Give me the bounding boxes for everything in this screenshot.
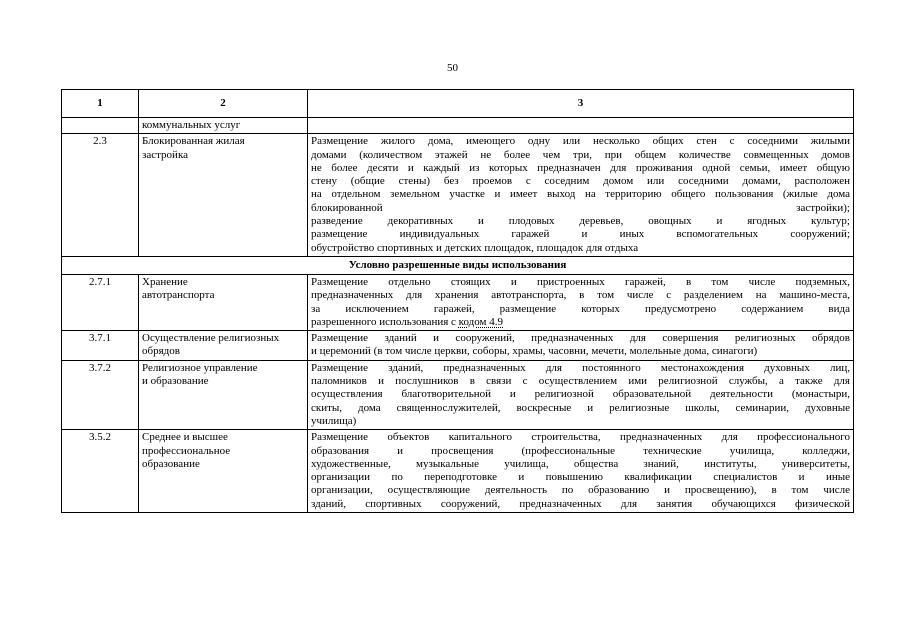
- name-line: профессиональное: [142, 444, 231, 457]
- name-cell: [139, 430, 308, 513]
- description-cell: [308, 430, 854, 513]
- description-line: и церемоний (в том числе церкви, соборы, храмы, часовни, мечети, молельные дома, синагоги): [311, 345, 758, 358]
- name-line: Блокированная жилая: [142, 135, 245, 148]
- table-row-continuation: [62, 118, 854, 134]
- code-cell: [62, 118, 139, 134]
- description-cell: [308, 274, 854, 330]
- header-cell-number: 1: [62, 90, 139, 118]
- header-cell-name: 2: [139, 90, 308, 118]
- name-line: Осуществление религиозных: [142, 332, 280, 345]
- code-link[interactable]: кодом 4.9: [458, 315, 503, 328]
- description-text: разрешенного использования с: [311, 315, 459, 328]
- description-line: скиты, дома священнослужителей, воскресные и религиозные школы, семинарии, духовные: [311, 401, 850, 414]
- description-line: предназначенных для хранения автотранспорта, в том числе с разделением на машино-места,: [311, 289, 850, 302]
- description-line: блокированной застройки);: [311, 201, 850, 214]
- code-cell: 3.5.2: [62, 430, 139, 513]
- description-line: на отдельном земельном участке и имеет выход на территорию общего пользования (жилые дома: [311, 188, 850, 201]
- code-cell: 2.3: [62, 134, 139, 257]
- section-row: [62, 256, 854, 274]
- description-cell: [308, 360, 854, 429]
- description-line: не более десяти и каждый из которых предназначен для проживания одной семьи, имеет общую: [311, 161, 850, 174]
- name-cell: [139, 331, 308, 361]
- name-line: Среднее и высшее: [142, 431, 228, 444]
- description-line: организации по переподготовке и повышению квалификации специалистов и иные: [311, 471, 850, 484]
- description-cell: [308, 134, 854, 257]
- name-line: и образование: [142, 375, 209, 388]
- name-cell: [139, 360, 308, 429]
- description-line: обустройство спортивных и детских площадок, площадок для отдыха: [311, 241, 639, 254]
- code-cell: 3.7.2: [62, 360, 139, 429]
- description-line: организации, осуществляющие деятельность по образованию и просвещению), в том числе: [311, 484, 850, 497]
- header-row: [62, 90, 854, 118]
- name-line: автотранспорта: [142, 289, 215, 302]
- description-cell: [308, 331, 854, 361]
- description-line: Размещение зданий, предназначенных для постоянного местонахождения духовных лиц,: [311, 361, 850, 374]
- description-line: паломников и послушников в связи с осуществлением ими религиозной службы, а также для: [311, 375, 850, 388]
- table-row: [62, 360, 854, 429]
- name-line: образование: [142, 457, 200, 470]
- description-line: [311, 316, 850, 329]
- table-row: [62, 274, 854, 330]
- description-line: Размещение жилого дома, имеющего одну или несколько общих стен с соседними жилыми: [311, 135, 850, 148]
- page-number: 50: [447, 62, 458, 74]
- land-use-table: [61, 89, 854, 513]
- header-cell-description: 3: [308, 90, 854, 118]
- code-cell: 3.7.1: [62, 331, 139, 361]
- table-row: [62, 331, 854, 361]
- description-line: зданий, спортивных сооружений, предназначенных для занятия обучающихся физической: [311, 497, 850, 510]
- description-line: домами (количеством этажей не более чем три, при общем количестве совмещенных домов: [311, 148, 850, 161]
- section-title: Условно разрешенные виды использования: [62, 256, 854, 274]
- description-line: Размещение зданий и сооружений, предназначенных для совершения религиозных обрядов: [311, 332, 850, 345]
- name-line: застройка: [142, 148, 188, 161]
- name-cell: [139, 274, 308, 330]
- name-line: Хранение: [142, 275, 188, 288]
- description-line: осуществления благотворительной и религиозной образовательной деятельности (монастыри,: [311, 388, 850, 401]
- name-line: Религиозное управление: [142, 361, 258, 374]
- name-cell: [139, 134, 308, 257]
- description-line: Размещение отдельно стоящих и пристроенных гаражей, в том числе подземных,: [311, 275, 850, 288]
- name-line: обрядов: [142, 345, 180, 358]
- description-line: училища): [311, 414, 357, 427]
- name-cell: коммунальных услуг: [139, 118, 308, 134]
- description-line: за исключением гаражей, размещение которых предусмотрено содержанием вида: [311, 302, 850, 315]
- description-line: размещение индивидуальных гаражей и иных вспомогательных сооружений;: [311, 228, 850, 241]
- description-line: разведение декоративных и плодовых деревьев, овощных и ягодных культур;: [311, 215, 850, 228]
- description-line: художественные, музыкальные училища, общества знаний, институты, университеты,: [311, 457, 850, 470]
- table-row: [62, 134, 854, 257]
- description-cell: [308, 118, 854, 134]
- description-line: образования и просвещения (профессиональные технические училища, колледжи,: [311, 444, 850, 457]
- code-cell: 2.7.1: [62, 274, 139, 330]
- description-line: Размещение объектов капитального строительства, предназначенных для профессионального: [311, 431, 850, 444]
- table-row: [62, 430, 854, 513]
- description-line: стену (общие стены) без проемов с соседним домом или соседними домами, расположен: [311, 175, 850, 188]
